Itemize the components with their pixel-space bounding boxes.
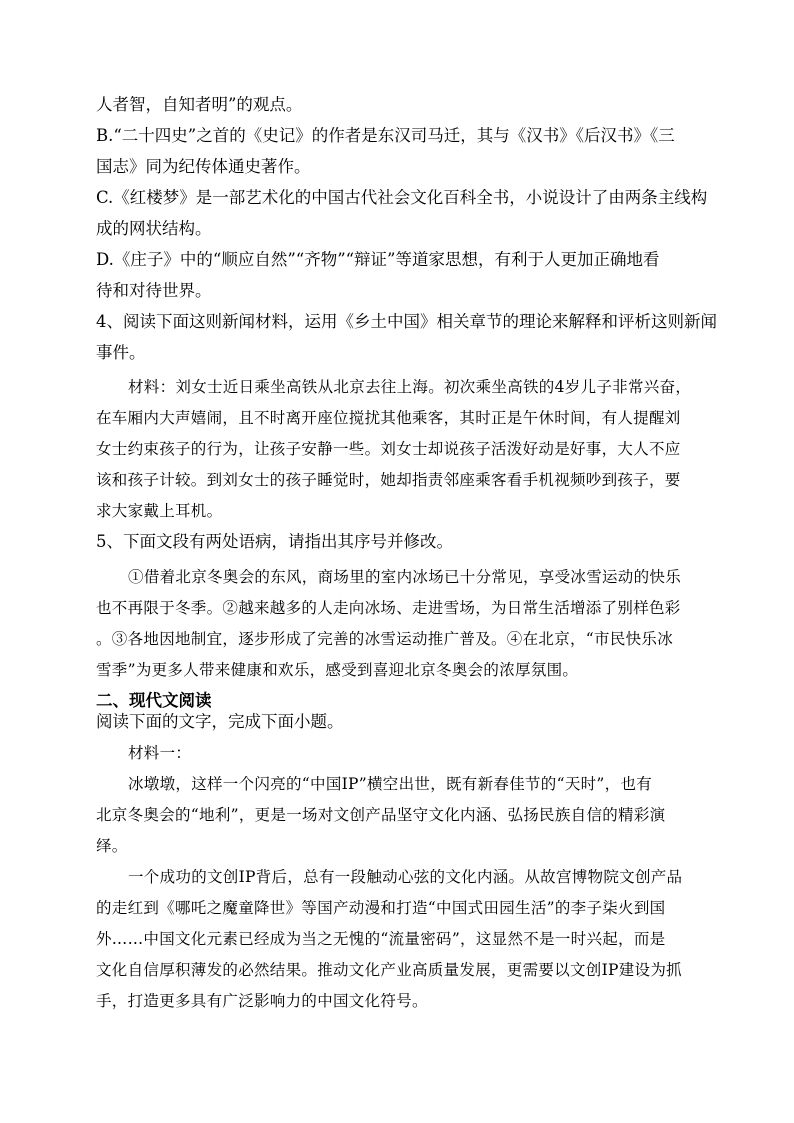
material-line-1: 材料：刘女士近日乘坐高铁从北京去往上海。初次乘坐高铁的4岁儿子非常兴奋，: [128, 378, 692, 396]
option-c-line-1: C.《红楼梦》是一部艺术化的中国古代社会文化百科全书，小说设计了由两条主线构: [96, 188, 708, 207]
option-d-line-2: 待和对待世界。: [96, 281, 212, 300]
instruction-line: 阅读下面的文字，完成下面小题。: [96, 712, 344, 731]
option-d-line-1: D.《庄子》中的“顺应自然”“齐物”“辩证”等道家思想，有利于人更加正确地看: [96, 250, 660, 269]
question-5-title: 5、下面文段有两处语病，请指出其序号并修改。: [96, 532, 453, 551]
article-line-6: 外……中国文化元素已经成为当之无愧的“流量密码”，这显然不是一时兴起，而是: [96, 930, 666, 948]
article-line-4: 一个成功的文创IP背后，总有一段触动心弦的文化内涵。从故宫博物院文创产品: [128, 868, 683, 886]
article-line-2: 北京冬奥会的“地利”，更是一场对文创产品坚守文化内涵、弘扬民族自信的精彩演: [96, 806, 666, 824]
article-line-1: 冰墩墩，这样一个闪亮的“中国IP”横空出世，既有新春佳节的“天时”，也有: [128, 775, 653, 793]
article-line-3: 绎。: [96, 837, 128, 855]
option-c-line-2: 成的网状结构。: [96, 219, 212, 238]
paragraph-5-line-4: 雪季”为更多人带来健康和欢乐，感受到喜迎北京冬奥会的浓厚氛围。: [96, 661, 579, 679]
option-b-line-1: B.“二十四史”之首的《史记》的作者是东汉司马迁，其与《汉书》《后汉书》《三: [96, 126, 675, 145]
material-line-5: 求大家戴上耳机。: [96, 502, 223, 520]
material-one-label: 材料一：: [128, 744, 192, 762]
option-b-line-2: 国志》同为纪传体通史著作。: [96, 157, 311, 176]
text-line: 人者智，自知者明”的观点。: [96, 95, 303, 114]
article-line-5: 的走红到《哪吒之魔童降世》等国产动漫和打造“中国式田园生活”的李子柒火到国: [96, 899, 666, 917]
material-line-3: 女士约束孩子的行为，让孩子安静一些。刘女士却说孩子活泼好动是好事，大人不应: [96, 440, 681, 458]
section-heading: 二、现代文阅读: [96, 691, 212, 710]
question-4-line-1: 4、阅读下面这则新闻材料，运用《乡土中国》相关章节的理论来解释和评析这则新闻: [96, 312, 717, 331]
material-line-4: 该和孩子计较。到刘女士的孩子睡觉时，她却指责邻座乘客看手机视频吵到孩子，要: [96, 471, 681, 489]
material-line-2: 在车厢内大声嬉闹，且不时离开座位搅扰其他乘客，其时正是午休时间，有人提醒刘: [96, 409, 681, 427]
article-line-7: 文化自信厚积薄发的必然结果。推动文化产业高质量发展，更需要以文创IP建设为抓: [96, 961, 682, 979]
paragraph-5-line-3: 。③各地因地制宜，逐步形成了完善的冰雪运动推广普及。④在北京，“市民快乐冰: [96, 630, 674, 648]
question-4-line-2: 事件。: [96, 343, 146, 362]
paragraph-5-line-1: ①借着北京冬奥会的东风，商场里的室内冰场已十分常见，享受冰雪运动的快乐: [128, 568, 682, 586]
paragraph-5-line-2: 也不再限于冬季。②越来越多的人走向冰场、走进雪场，为日常生活增添了别样色彩: [96, 599, 681, 617]
article-line-8: 手，打造更多具有广泛影响力的中国文化符号。: [96, 992, 428, 1010]
